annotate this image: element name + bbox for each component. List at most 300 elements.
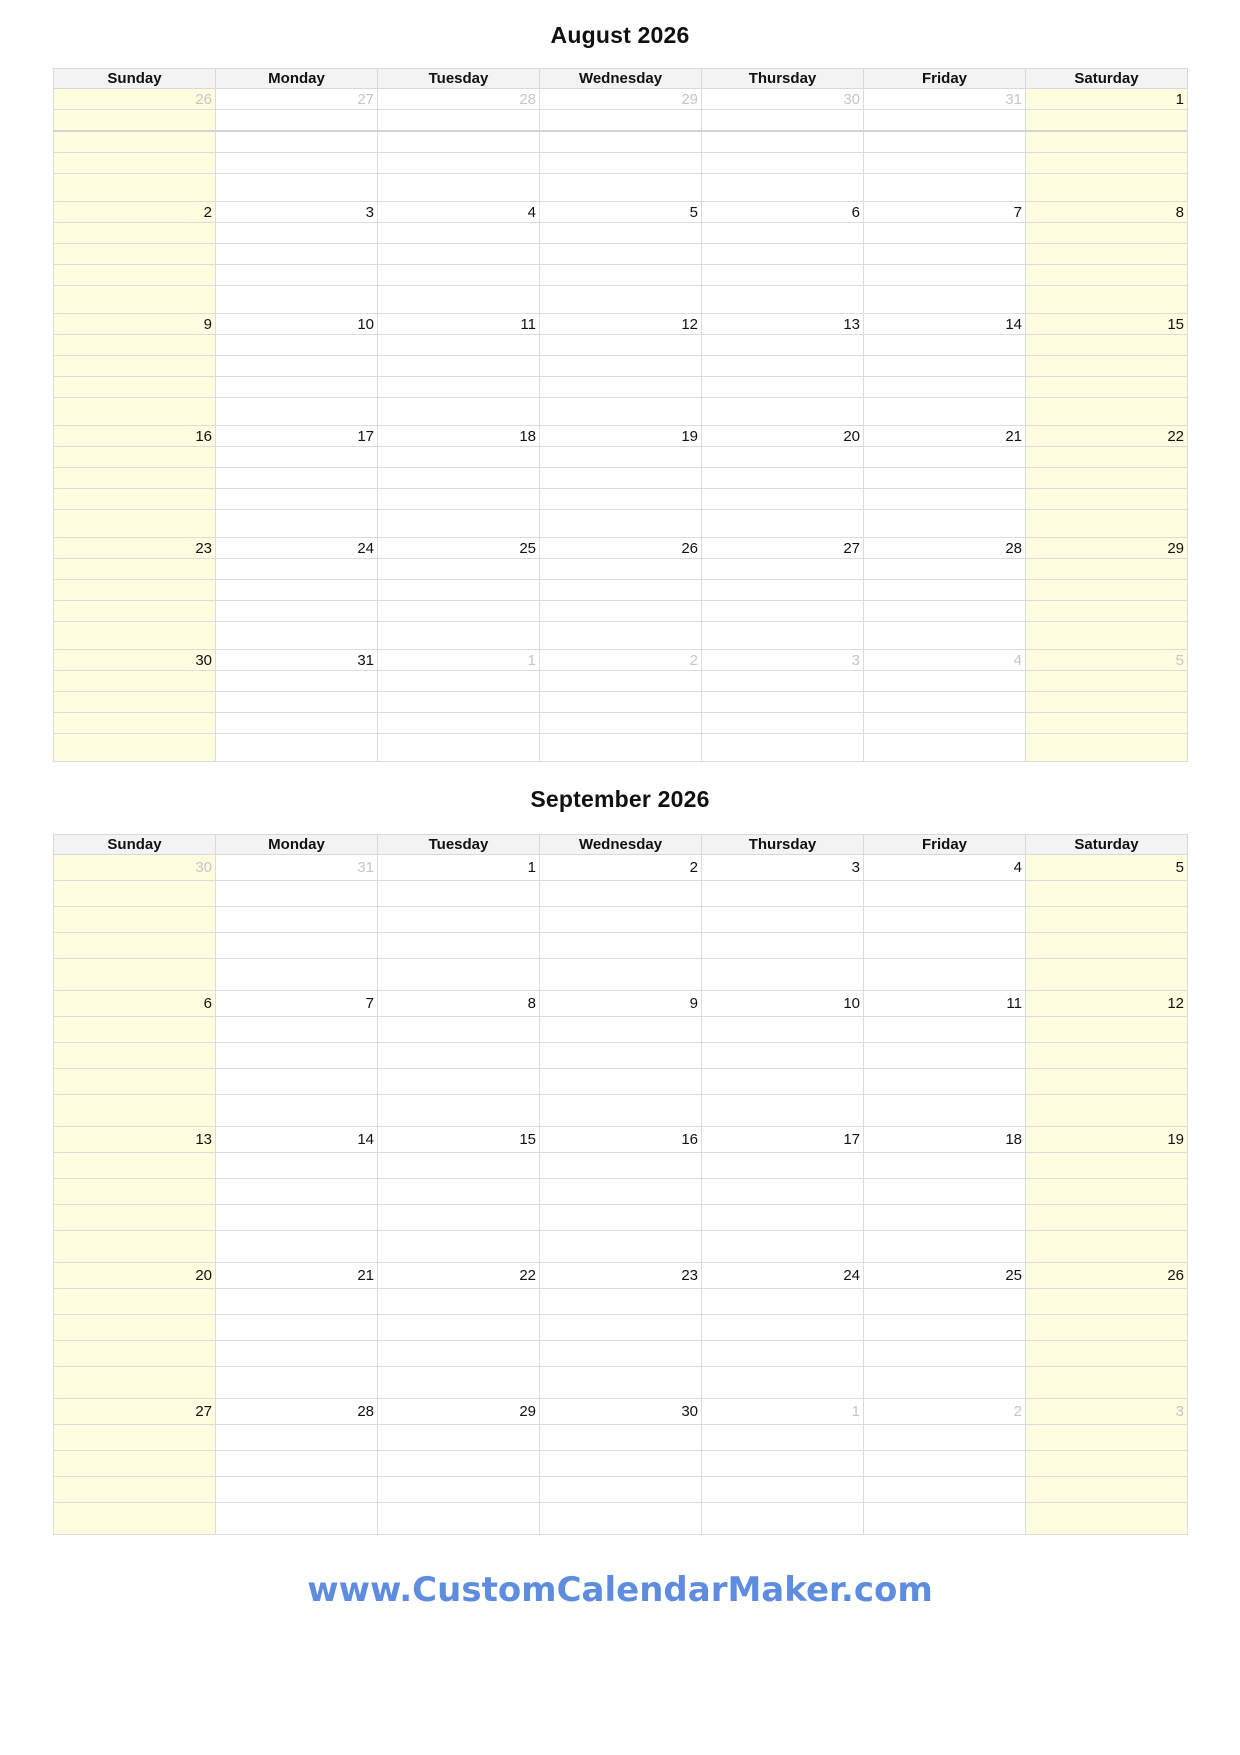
day-cell[interactable]: 21	[216, 1263, 378, 1289]
note-line-cell[interactable]	[54, 1095, 216, 1127]
note-line-cell[interactable]	[540, 131, 702, 153]
note-line-cell[interactable]	[1026, 713, 1188, 734]
day-cell[interactable]: 18	[864, 1127, 1026, 1153]
note-line-cell[interactable]	[864, 377, 1026, 398]
note-line-cell[interactable]	[864, 1289, 1026, 1315]
note-line-cell[interactable]	[216, 559, 378, 580]
note-line-cell[interactable]	[702, 907, 864, 933]
note-line-cell[interactable]	[378, 447, 540, 468]
note-line-cell[interactable]	[216, 398, 378, 426]
note-line-cell[interactable]	[1026, 601, 1188, 622]
note-line-cell[interactable]	[540, 622, 702, 650]
note-line-cell[interactable]	[540, 265, 702, 286]
note-line-cell[interactable]	[702, 1231, 864, 1263]
note-line-cell[interactable]	[540, 881, 702, 907]
note-line-cell[interactable]	[54, 223, 216, 244]
note-line-cell[interactable]	[1026, 1367, 1188, 1399]
day-cell[interactable]: 21	[864, 426, 1026, 447]
note-line-cell[interactable]	[1026, 1153, 1188, 1179]
note-line-cell[interactable]	[216, 601, 378, 622]
note-line-cell[interactable]	[54, 580, 216, 601]
note-line-cell[interactable]	[216, 1289, 378, 1315]
note-line-cell[interactable]	[54, 622, 216, 650]
note-line-cell[interactable]	[216, 286, 378, 314]
note-line-cell[interactable]	[54, 174, 216, 202]
note-line-cell[interactable]	[378, 174, 540, 202]
note-line-cell[interactable]	[54, 244, 216, 265]
note-line-cell[interactable]	[540, 933, 702, 959]
note-line-cell[interactable]	[378, 933, 540, 959]
note-line-cell[interactable]	[216, 153, 378, 174]
note-line-cell[interactable]	[1026, 671, 1188, 692]
day-cell[interactable]: 2	[864, 1399, 1026, 1425]
note-line-cell[interactable]	[216, 489, 378, 510]
note-line-cell[interactable]	[1026, 110, 1188, 132]
note-line-cell[interactable]	[864, 1425, 1026, 1451]
note-line-cell[interactable]	[540, 489, 702, 510]
note-line-cell[interactable]	[216, 1231, 378, 1263]
note-line-cell[interactable]	[702, 580, 864, 601]
note-line-cell[interactable]	[864, 881, 1026, 907]
note-line-cell[interactable]	[378, 510, 540, 538]
note-line-cell[interactable]	[1026, 959, 1188, 991]
note-line-cell[interactable]	[540, 1367, 702, 1399]
note-line-cell[interactable]	[216, 1153, 378, 1179]
note-line-cell[interactable]	[378, 1043, 540, 1069]
note-line-cell[interactable]	[216, 1017, 378, 1043]
note-line-cell[interactable]	[702, 398, 864, 426]
note-line-cell[interactable]	[54, 713, 216, 734]
note-line-cell[interactable]	[702, 1205, 864, 1231]
day-cell[interactable]: 13	[702, 314, 864, 335]
note-line-cell[interactable]	[378, 734, 540, 762]
note-line-cell[interactable]	[864, 580, 1026, 601]
day-cell[interactable]: 15	[378, 1127, 540, 1153]
note-line-cell[interactable]	[864, 1315, 1026, 1341]
note-line-cell[interactable]	[216, 580, 378, 601]
note-line-cell[interactable]	[702, 174, 864, 202]
day-cell[interactable]: 4	[864, 650, 1026, 671]
note-line-cell[interactable]	[864, 1341, 1026, 1367]
note-line-cell[interactable]	[1026, 510, 1188, 538]
note-line-cell[interactable]	[216, 110, 378, 132]
note-line-cell[interactable]	[540, 1153, 702, 1179]
day-cell[interactable]: 31	[216, 855, 378, 881]
day-cell[interactable]: 5	[1026, 855, 1188, 881]
note-line-cell[interactable]	[702, 110, 864, 132]
note-line-cell[interactable]	[702, 1095, 864, 1127]
note-line-cell[interactable]	[1026, 692, 1188, 713]
note-line-cell[interactable]	[216, 377, 378, 398]
note-line-cell[interactable]	[540, 356, 702, 377]
note-line-cell[interactable]	[378, 335, 540, 356]
day-cell[interactable]: 20	[54, 1263, 216, 1289]
day-cell[interactable]: 5	[540, 202, 702, 223]
day-cell[interactable]: 24	[216, 538, 378, 559]
day-cell[interactable]: 2	[540, 855, 702, 881]
note-line-cell[interactable]	[54, 110, 216, 132]
note-line-cell[interactable]	[702, 622, 864, 650]
note-line-cell[interactable]	[702, 1179, 864, 1205]
note-line-cell[interactable]	[1026, 1315, 1188, 1341]
note-line-cell[interactable]	[378, 1017, 540, 1043]
note-line-cell[interactable]	[378, 1341, 540, 1367]
day-cell[interactable]: 4	[864, 855, 1026, 881]
day-cell[interactable]: 18	[378, 426, 540, 447]
note-line-cell[interactable]	[540, 244, 702, 265]
note-line-cell[interactable]	[378, 398, 540, 426]
note-line-cell[interactable]	[864, 286, 1026, 314]
day-cell[interactable]: 29	[540, 89, 702, 110]
note-line-cell[interactable]	[378, 223, 540, 244]
day-cell[interactable]: 30	[54, 650, 216, 671]
note-line-cell[interactable]	[702, 559, 864, 580]
day-cell[interactable]: 3	[216, 202, 378, 223]
note-line-cell[interactable]	[54, 1179, 216, 1205]
note-line-cell[interactable]	[216, 223, 378, 244]
note-line-cell[interactable]	[1026, 1179, 1188, 1205]
note-line-cell[interactable]	[540, 1179, 702, 1205]
note-line-cell[interactable]	[378, 1095, 540, 1127]
note-line-cell[interactable]	[864, 713, 1026, 734]
note-line-cell[interactable]	[702, 1043, 864, 1069]
note-line-cell[interactable]	[540, 1503, 702, 1535]
day-cell[interactable]: 1	[378, 855, 540, 881]
note-line-cell[interactable]	[864, 622, 1026, 650]
note-line-cell[interactable]	[216, 1205, 378, 1231]
note-line-cell[interactable]	[216, 244, 378, 265]
note-line-cell[interactable]	[54, 1367, 216, 1399]
note-line-cell[interactable]	[1026, 1425, 1188, 1451]
note-line-cell[interactable]	[378, 907, 540, 933]
note-line-cell[interactable]	[216, 131, 378, 153]
note-line-cell[interactable]	[54, 1315, 216, 1341]
note-line-cell[interactable]	[540, 335, 702, 356]
note-line-cell[interactable]	[216, 671, 378, 692]
note-line-cell[interactable]	[54, 1069, 216, 1095]
note-line-cell[interactable]	[378, 713, 540, 734]
note-line-cell[interactable]	[1026, 131, 1188, 153]
note-line-cell[interactable]	[702, 734, 864, 762]
note-line-cell[interactable]	[702, 447, 864, 468]
note-line-cell[interactable]	[378, 1451, 540, 1477]
note-line-cell[interactable]	[540, 959, 702, 991]
day-cell[interactable]: 29	[1026, 538, 1188, 559]
note-line-cell[interactable]	[54, 489, 216, 510]
day-cell[interactable]: 23	[540, 1263, 702, 1289]
note-line-cell[interactable]	[216, 468, 378, 489]
note-line-cell[interactable]	[216, 622, 378, 650]
note-line-cell[interactable]	[1026, 335, 1188, 356]
note-line-cell[interactable]	[864, 692, 1026, 713]
note-line-cell[interactable]	[540, 671, 702, 692]
note-line-cell[interactable]	[54, 1017, 216, 1043]
note-line-cell[interactable]	[864, 1205, 1026, 1231]
day-cell[interactable]: 6	[54, 991, 216, 1017]
note-line-cell[interactable]	[702, 1503, 864, 1535]
day-cell[interactable]: 7	[216, 991, 378, 1017]
day-cell[interactable]: 3	[1026, 1399, 1188, 1425]
note-line-cell[interactable]	[1026, 907, 1188, 933]
note-line-cell[interactable]	[1026, 223, 1188, 244]
note-line-cell[interactable]	[54, 692, 216, 713]
note-line-cell[interactable]	[540, 1205, 702, 1231]
note-line-cell[interactable]	[702, 286, 864, 314]
note-line-cell[interactable]	[540, 1341, 702, 1367]
note-line-cell[interactable]	[216, 692, 378, 713]
day-cell[interactable]: 28	[378, 89, 540, 110]
note-line-cell[interactable]	[216, 510, 378, 538]
note-line-cell[interactable]	[864, 734, 1026, 762]
note-line-cell[interactable]	[378, 153, 540, 174]
note-line-cell[interactable]	[540, 1451, 702, 1477]
note-line-cell[interactable]	[378, 622, 540, 650]
note-line-cell[interactable]	[378, 286, 540, 314]
note-line-cell[interactable]	[864, 1095, 1026, 1127]
note-line-cell[interactable]	[216, 1451, 378, 1477]
day-cell[interactable]: 3	[702, 650, 864, 671]
note-line-cell[interactable]	[378, 692, 540, 713]
note-line-cell[interactable]	[540, 174, 702, 202]
day-cell[interactable]: 31	[864, 89, 1026, 110]
note-line-cell[interactable]	[378, 1289, 540, 1315]
note-line-cell[interactable]	[1026, 447, 1188, 468]
note-line-cell[interactable]	[540, 692, 702, 713]
note-line-cell[interactable]	[378, 580, 540, 601]
note-line-cell[interactable]	[54, 1425, 216, 1451]
note-line-cell[interactable]	[216, 1425, 378, 1451]
note-line-cell[interactable]	[702, 356, 864, 377]
day-cell[interactable]: 12	[1026, 991, 1188, 1017]
note-line-cell[interactable]	[864, 110, 1026, 132]
note-line-cell[interactable]	[1026, 244, 1188, 265]
day-cell[interactable]: 2	[540, 650, 702, 671]
note-line-cell[interactable]	[702, 671, 864, 692]
note-line-cell[interactable]	[54, 1205, 216, 1231]
note-line-cell[interactable]	[378, 959, 540, 991]
note-line-cell[interactable]	[54, 959, 216, 991]
note-line-cell[interactable]	[216, 907, 378, 933]
note-line-cell[interactable]	[864, 1069, 1026, 1095]
note-line-cell[interactable]	[540, 377, 702, 398]
note-line-cell[interactable]	[378, 671, 540, 692]
note-line-cell[interactable]	[1026, 153, 1188, 174]
note-line-cell[interactable]	[1026, 377, 1188, 398]
day-cell[interactable]: 3	[702, 855, 864, 881]
note-line-cell[interactable]	[1026, 265, 1188, 286]
day-cell[interactable]: 30	[702, 89, 864, 110]
note-line-cell[interactable]	[54, 1043, 216, 1069]
note-line-cell[interactable]	[1026, 580, 1188, 601]
note-line-cell[interactable]	[54, 153, 216, 174]
note-line-cell[interactable]	[216, 1043, 378, 1069]
note-line-cell[interactable]	[540, 1289, 702, 1315]
note-line-cell[interactable]	[1026, 1095, 1188, 1127]
note-line-cell[interactable]	[216, 734, 378, 762]
note-line-cell[interactable]	[1026, 881, 1188, 907]
day-cell[interactable]: 17	[702, 1127, 864, 1153]
note-line-cell[interactable]	[216, 959, 378, 991]
note-line-cell[interactable]	[54, 447, 216, 468]
note-line-cell[interactable]	[378, 377, 540, 398]
note-line-cell[interactable]	[378, 1503, 540, 1535]
day-cell[interactable]: 2	[54, 202, 216, 223]
day-cell[interactable]: 6	[702, 202, 864, 223]
note-line-cell[interactable]	[864, 1179, 1026, 1205]
day-cell[interactable]: 25	[864, 1263, 1026, 1289]
note-line-cell[interactable]	[378, 1367, 540, 1399]
day-cell[interactable]: 15	[1026, 314, 1188, 335]
day-cell[interactable]: 22	[1026, 426, 1188, 447]
note-line-cell[interactable]	[54, 1231, 216, 1263]
day-cell[interactable]: 30	[540, 1399, 702, 1425]
day-cell[interactable]: 24	[702, 1263, 864, 1289]
note-line-cell[interactable]	[216, 265, 378, 286]
note-line-cell[interactable]	[864, 223, 1026, 244]
day-cell[interactable]: 16	[54, 426, 216, 447]
note-line-cell[interactable]	[702, 1069, 864, 1095]
note-line-cell[interactable]	[1026, 1341, 1188, 1367]
note-line-cell[interactable]	[1026, 1289, 1188, 1315]
note-line-cell[interactable]	[702, 1425, 864, 1451]
note-line-cell[interactable]	[540, 223, 702, 244]
note-line-cell[interactable]	[864, 447, 1026, 468]
day-cell[interactable]: 1	[1026, 89, 1188, 110]
note-line-cell[interactable]	[864, 1043, 1026, 1069]
note-line-cell[interactable]	[54, 1341, 216, 1367]
note-line-cell[interactable]	[378, 1315, 540, 1341]
note-line-cell[interactable]	[54, 734, 216, 762]
note-line-cell[interactable]	[378, 1179, 540, 1205]
note-line-cell[interactable]	[216, 1315, 378, 1341]
note-line-cell[interactable]	[378, 1425, 540, 1451]
note-line-cell[interactable]	[378, 1069, 540, 1095]
day-cell[interactable]: 9	[54, 314, 216, 335]
day-cell[interactable]: 14	[864, 314, 1026, 335]
note-line-cell[interactable]	[216, 713, 378, 734]
note-line-cell[interactable]	[540, 1231, 702, 1263]
day-cell[interactable]: 10	[702, 991, 864, 1017]
note-line-cell[interactable]	[216, 174, 378, 202]
note-line-cell[interactable]	[540, 1315, 702, 1341]
note-line-cell[interactable]	[54, 1289, 216, 1315]
note-line-cell[interactable]	[864, 1477, 1026, 1503]
day-cell[interactable]: 11	[864, 991, 1026, 1017]
day-cell[interactable]: 1	[702, 1399, 864, 1425]
note-line-cell[interactable]	[54, 671, 216, 692]
note-line-cell[interactable]	[702, 377, 864, 398]
note-line-cell[interactable]	[1026, 1503, 1188, 1535]
note-line-cell[interactable]	[702, 131, 864, 153]
note-line-cell[interactable]	[1026, 1451, 1188, 1477]
day-cell[interactable]: 7	[864, 202, 1026, 223]
note-line-cell[interactable]	[864, 1503, 1026, 1535]
note-line-cell[interactable]	[1026, 356, 1188, 377]
day-cell[interactable]: 20	[702, 426, 864, 447]
day-cell[interactable]: 25	[378, 538, 540, 559]
note-line-cell[interactable]	[702, 1315, 864, 1341]
note-line-cell[interactable]	[1026, 1017, 1188, 1043]
note-line-cell[interactable]	[216, 1367, 378, 1399]
note-line-cell[interactable]	[378, 110, 540, 132]
note-line-cell[interactable]	[540, 153, 702, 174]
note-line-cell[interactable]	[864, 1367, 1026, 1399]
note-line-cell[interactable]	[54, 1153, 216, 1179]
day-cell[interactable]: 19	[1026, 1127, 1188, 1153]
note-line-cell[interactable]	[540, 559, 702, 580]
note-line-cell[interactable]	[540, 1017, 702, 1043]
note-line-cell[interactable]	[702, 601, 864, 622]
note-line-cell[interactable]	[216, 1477, 378, 1503]
day-cell[interactable]: 8	[1026, 202, 1188, 223]
note-line-cell[interactable]	[54, 377, 216, 398]
note-line-cell[interactable]	[378, 1205, 540, 1231]
note-line-cell[interactable]	[864, 153, 1026, 174]
day-cell[interactable]: 29	[378, 1399, 540, 1425]
day-cell[interactable]: 28	[864, 538, 1026, 559]
note-line-cell[interactable]	[1026, 398, 1188, 426]
note-line-cell[interactable]	[702, 692, 864, 713]
note-line-cell[interactable]	[378, 489, 540, 510]
day-cell[interactable]: 12	[540, 314, 702, 335]
note-line-cell[interactable]	[540, 286, 702, 314]
note-line-cell[interactable]	[54, 907, 216, 933]
note-line-cell[interactable]	[216, 1069, 378, 1095]
note-line-cell[interactable]	[378, 881, 540, 907]
note-line-cell[interactable]	[864, 1017, 1026, 1043]
day-cell[interactable]: 27	[216, 89, 378, 110]
note-line-cell[interactable]	[54, 131, 216, 153]
note-line-cell[interactable]	[54, 335, 216, 356]
note-line-cell[interactable]	[1026, 1069, 1188, 1095]
note-line-cell[interactable]	[378, 559, 540, 580]
note-line-cell[interactable]	[378, 356, 540, 377]
note-line-cell[interactable]	[702, 1289, 864, 1315]
note-line-cell[interactable]	[54, 398, 216, 426]
day-cell[interactable]: 11	[378, 314, 540, 335]
note-line-cell[interactable]	[1026, 1043, 1188, 1069]
note-line-cell[interactable]	[864, 1231, 1026, 1263]
day-cell[interactable]: 31	[216, 650, 378, 671]
day-cell[interactable]: 28	[216, 1399, 378, 1425]
day-cell[interactable]: 1	[378, 650, 540, 671]
note-line-cell[interactable]	[540, 734, 702, 762]
note-line-cell[interactable]	[216, 335, 378, 356]
day-cell[interactable]: 5	[1026, 650, 1188, 671]
note-line-cell[interactable]	[702, 335, 864, 356]
day-cell[interactable]: 10	[216, 314, 378, 335]
note-line-cell[interactable]	[54, 933, 216, 959]
note-line-cell[interactable]	[864, 131, 1026, 153]
note-line-cell[interactable]	[54, 356, 216, 377]
note-line-cell[interactable]	[702, 1017, 864, 1043]
day-cell[interactable]: 27	[54, 1399, 216, 1425]
note-line-cell[interactable]	[378, 131, 540, 153]
note-line-cell[interactable]	[864, 244, 1026, 265]
note-line-cell[interactable]	[378, 244, 540, 265]
note-line-cell[interactable]	[702, 265, 864, 286]
note-line-cell[interactable]	[54, 1503, 216, 1535]
note-line-cell[interactable]	[54, 468, 216, 489]
note-line-cell[interactable]	[864, 559, 1026, 580]
day-cell[interactable]: 4	[378, 202, 540, 223]
note-line-cell[interactable]	[540, 601, 702, 622]
note-line-cell[interactable]	[702, 223, 864, 244]
note-line-cell[interactable]	[216, 1095, 378, 1127]
note-line-cell[interactable]	[864, 601, 1026, 622]
note-line-cell[interactable]	[378, 468, 540, 489]
note-line-cell[interactable]	[216, 356, 378, 377]
